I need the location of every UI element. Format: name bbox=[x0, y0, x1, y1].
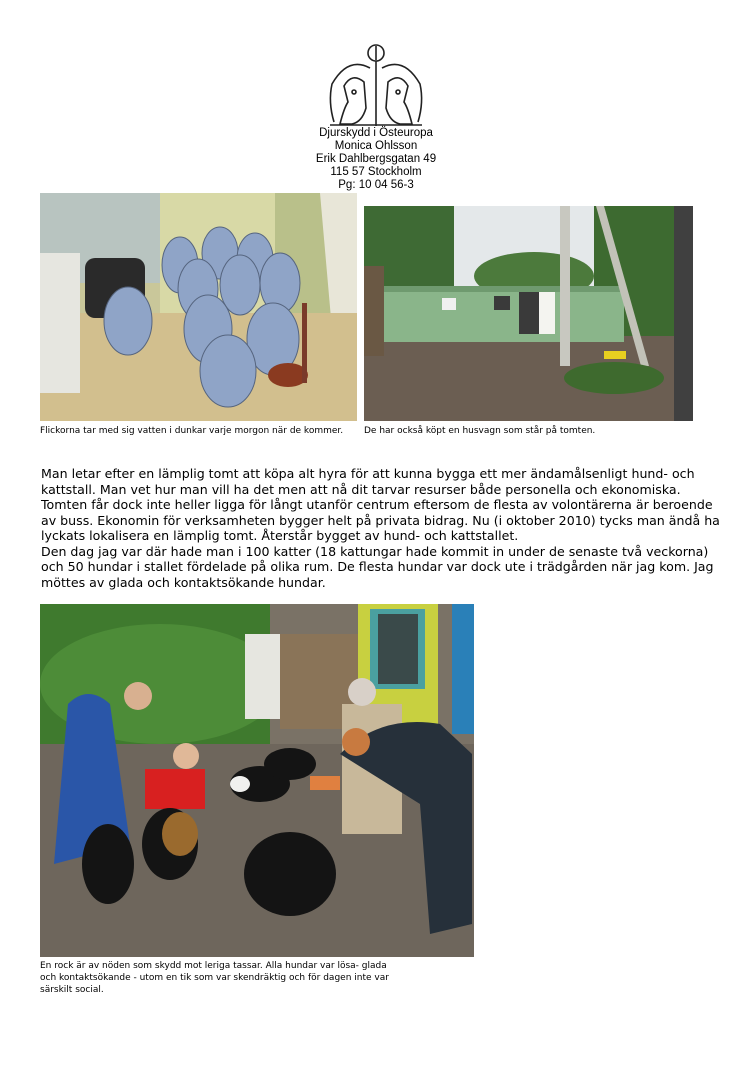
body-paragraph-2: Den dag jag var där hade man i 100 katter (18 kattungar hade kommit in under de senaste två veckorna) och 50 hundar i stallet fördelade på olika rum. De flesta hundar var dock ute i trädgården när jag kom. Jag möttes av glada och kontaktsökande hundar. bbox=[41, 543, 714, 590]
dogs-yard-caption: En rock är av nöden som skydd mot leriga tassar. Alla hundar var lösa- glada och kontaktsökande - utom en tik som var skendräktig och för dagen inte var särskilt social. bbox=[40, 961, 389, 995]
address-block bbox=[276, 127, 476, 192]
caravan-caption: De har också köpt en husvagn som står på tomten. bbox=[364, 426, 596, 436]
postal-address: 115 57 Stockholm bbox=[330, 166, 422, 178]
body-paragraph-1: Man letar efter en lämplig tomt att köpa alt hyra för att kunna bygga ett mer ändamålsenligt hund- och kattstall. Man vet hur man vill ha det men att nå dit tarvar resurser både personella och ekonomiska. Tomten får dock inte heller ligga för långt utanför centrum eftersom de flesta av volontärerna är beroende av buss. Ekonomin för verksamheten bygger helt på privata bidrag. Nu (i oktober 2010) tycks man ändå ha lyckats lokalisera en lämplig tomt. Återstår bygget av hund- och kattstallet. bbox=[41, 466, 720, 543]
street-address: Erik Dahlbergsgatan 49 bbox=[315, 153, 437, 165]
water-jugs-photo bbox=[40, 193, 357, 421]
organization-name: Djurskydd i Östeuropa bbox=[319, 127, 433, 139]
giro-number: Pg: 10 04 56-3 bbox=[338, 179, 414, 191]
water-jugs-caption: Flickorna tar med sig vatten i dunkar varje morgon när de kommer. bbox=[40, 426, 344, 436]
contact-name: Monica Ohlsson bbox=[334, 140, 418, 152]
caravan-photo bbox=[364, 206, 693, 421]
organization-logo bbox=[326, 42, 426, 128]
body-text bbox=[41, 466, 721, 590]
dogs-yard-photo bbox=[40, 604, 474, 957]
